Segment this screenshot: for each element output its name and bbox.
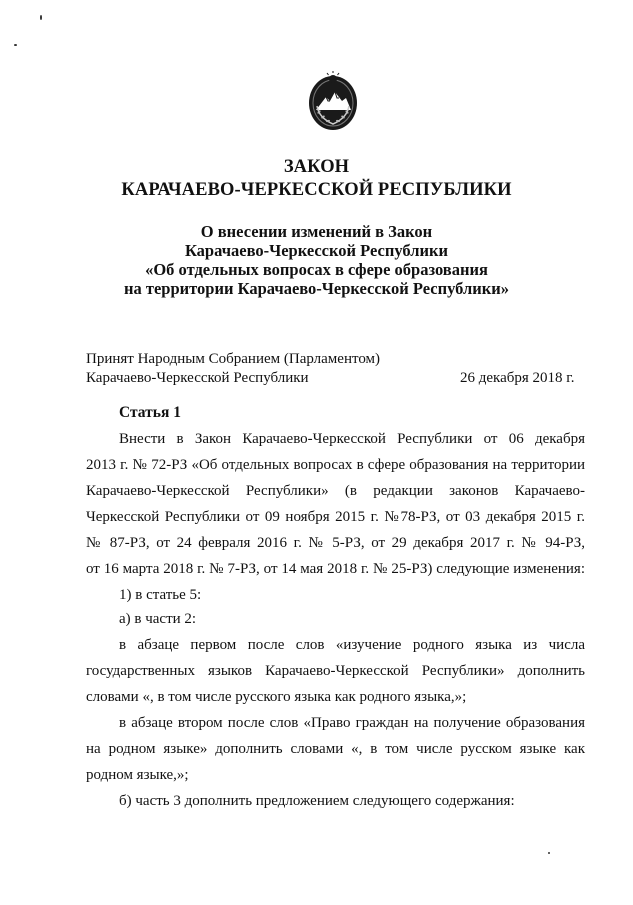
body-line: в абзаце первом после слов «изучение родного языка из числа	[119, 637, 585, 653]
body-line: 2013 г. № 72-РЗ «Об отдельных вопросах в сфере образования на территории	[86, 457, 585, 473]
law-subtitle-line: «Об отдельных вопросах в сфере образования	[145, 260, 488, 279]
adoption-date: 26 декабря 2018 г.	[460, 370, 575, 386]
body-line: б) часть 3 дополнить предложением следующего содержания:	[119, 793, 515, 809]
adopted-by-line: Принят Народным Собранием (Парламентом)	[86, 351, 381, 367]
body-line: государственных языков Карачаево-Черкесской Республики» дополнить	[86, 663, 585, 679]
scan-speck	[14, 44, 17, 46]
article-heading: Статья 1	[119, 404, 181, 421]
law-title: ЗАКОН	[283, 157, 350, 177]
law-subtitle-line: О внесении изменений в Закон	[200, 222, 433, 241]
body-line: 1) в статье 5:	[119, 587, 202, 603]
law-subtitle-line: Карачаево-Черкесской Республики	[184, 241, 449, 260]
body-line: на родном языке» дополнить словами «, в том числе русском языке как	[86, 741, 585, 757]
scan-speck	[548, 852, 550, 854]
law-republic-title: КАРАЧАЕВО-ЧЕРКЕССКОЙ РЕСПУБЛИКИ	[121, 180, 512, 200]
body-line: № 87-РЗ, от 24 февраля 2016 г. № 5-РЗ, от 29 декабря 2017 г. № 94-РЗ,	[86, 535, 585, 551]
body-line: Внести в Закон Карачаево-Черкесской Республики от 06 декабря	[119, 431, 585, 447]
body-line: в абзаце втором после слов «Право граждан на получение образования	[119, 715, 585, 731]
body-line: от 16 марта 2018 г. № 7-РЗ, от 14 мая 2018 г. № 25-РЗ) следующие изменения:	[86, 561, 585, 577]
law-subtitle-line: на территории Карачаево-Черкесской Республики»	[124, 279, 509, 298]
coat-of-arms-icon	[306, 70, 360, 132]
body-line: Черкесской Республики от 09 ноября 2015 г. №78-РЗ, от 03 декабря 2015 г.	[86, 509, 585, 525]
adopted-by-line: Карачаево-Черкесской Республики	[86, 370, 309, 386]
body-line: родном языке,»;	[86, 767, 189, 783]
body-line: словами «, в том числе русского языка как родного языка,»;	[86, 689, 467, 705]
scan-speck	[40, 15, 42, 20]
body-line: Карачаево-Черкесской Республики» (в редакции законов Карачаево-	[86, 483, 585, 499]
body-line: а) в части 2:	[119, 611, 197, 627]
